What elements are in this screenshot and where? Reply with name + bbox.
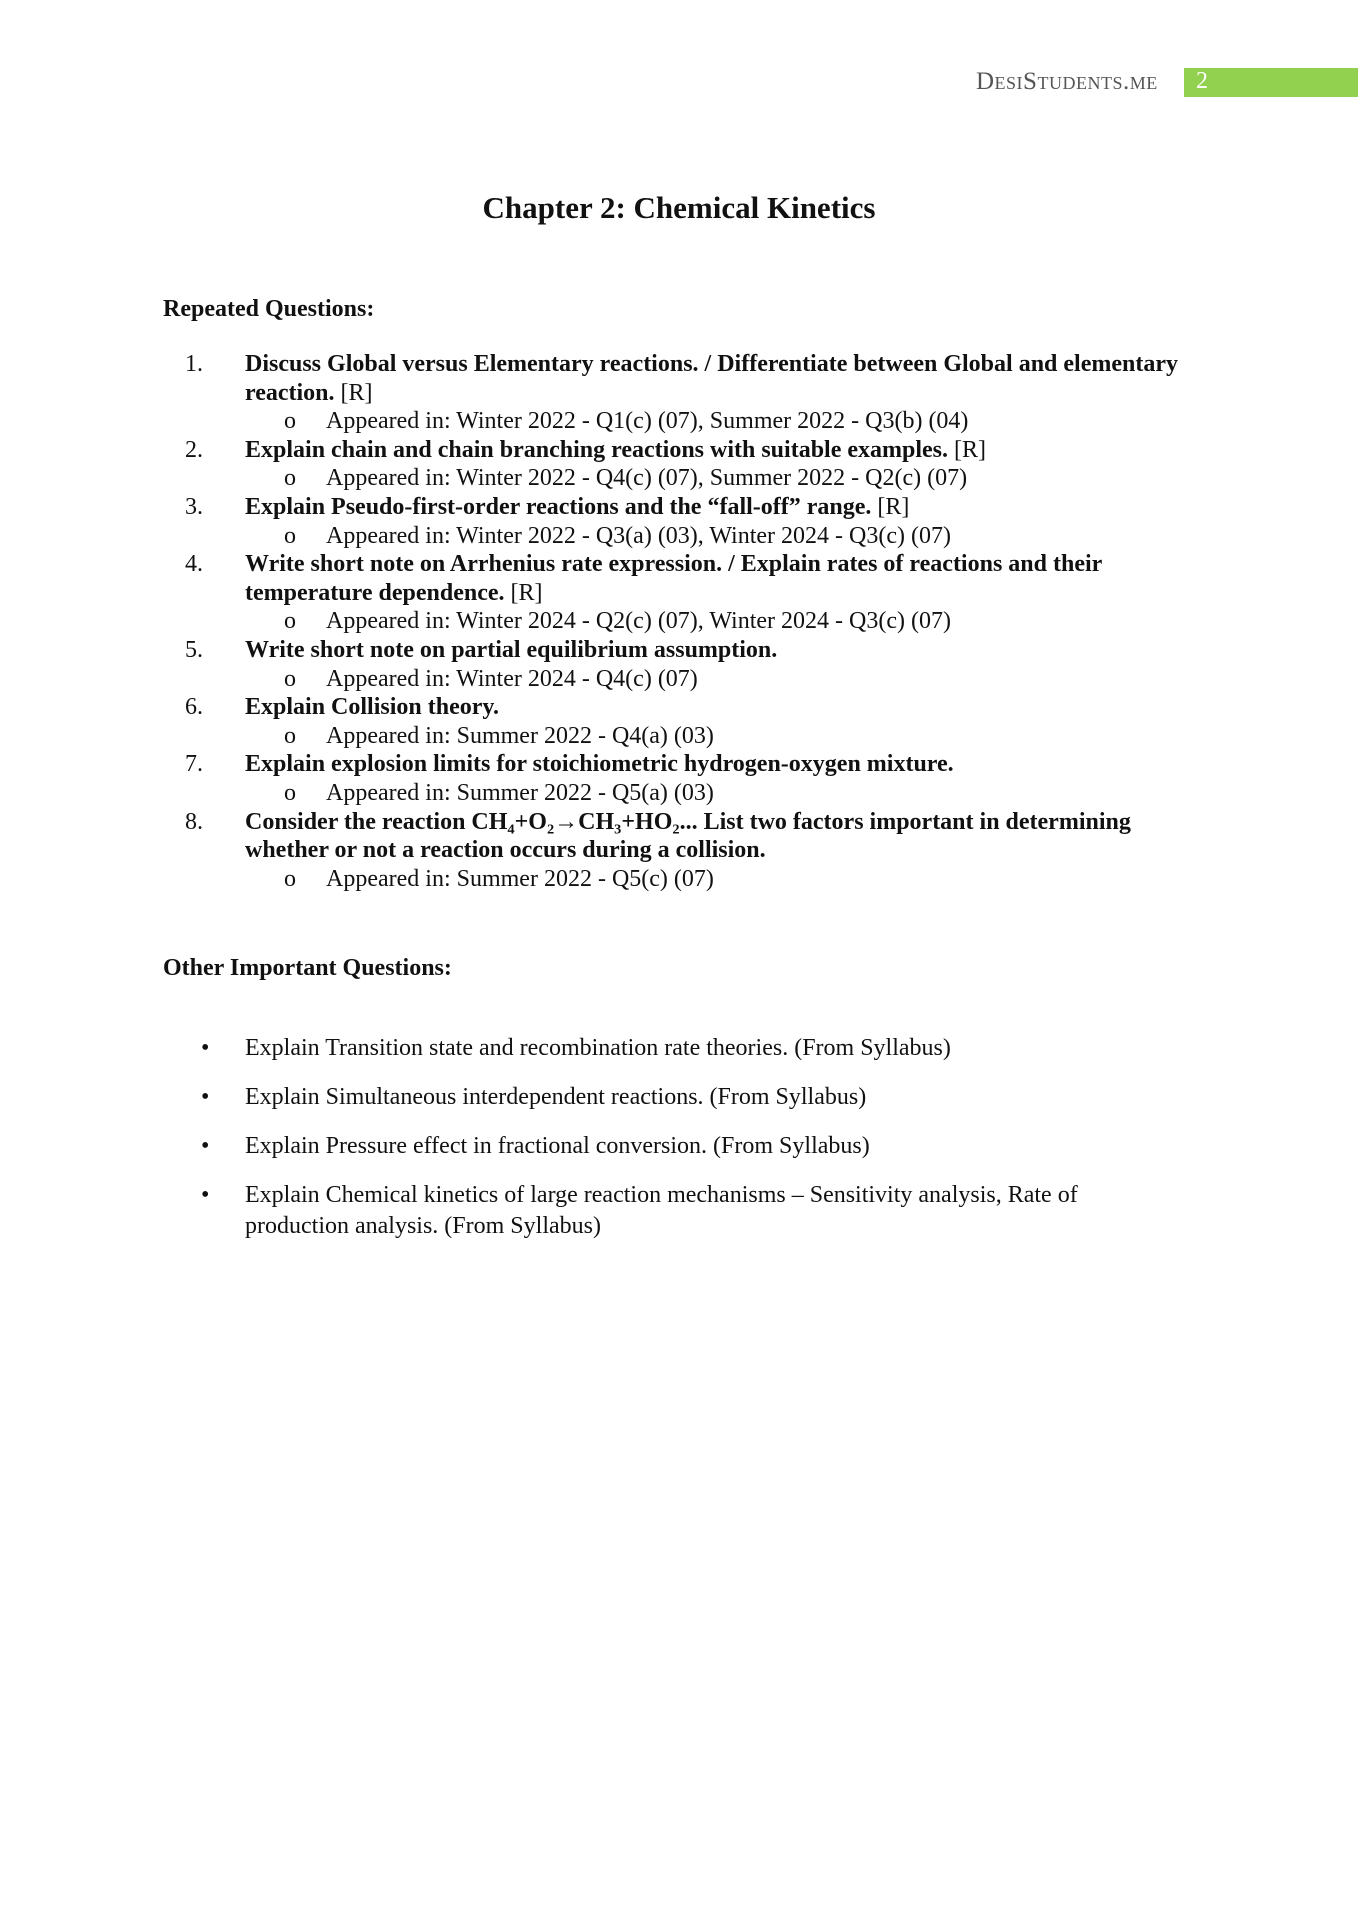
other-question-text: Explain Pressure effect in fractional conversion. (From Syllabus) (245, 1133, 870, 1159)
appeared-text: Appeared in: Summer 2022 - Q4(a) (03) (326, 722, 714, 749)
appeared-text: Appeared in: Summer 2022 - Q5(a) (03) (326, 779, 714, 806)
question-text: Explain chain and chain branching reactions with suitable examples. (245, 436, 949, 463)
question-item (163, 750, 1203, 779)
appeared-line: o Appeared in: Summer 2022 - Q5(c) (07) (163, 865, 1203, 894)
appeared-text: Appeared in: Winter 2022 - Q1(c) (07), Summer 2022 - Q3(b) (04) (326, 408, 969, 435)
question-item (163, 350, 1203, 407)
repeat-tag: [R] (340, 379, 373, 406)
list-item: • Explain Pressure effect in fractional conversion. (From Syllabus) (163, 1131, 1163, 1162)
appeared-line: o Appeared in: Winter 2024 - Q4(c) (07) (163, 665, 1203, 694)
appeared-text: Appeared in: Winter 2022 - Q3(a) (03), Winter 2024 - Q3(c) (07) (326, 522, 951, 549)
appeared-text: Appeared in: Winter 2022 - Q4(c) (07), Summer 2022 - Q2(c) (07) (326, 465, 968, 492)
question-number: 5. (185, 636, 203, 663)
question-text: Explain Pseudo-first-order reactions and the “fall-off” range. (245, 493, 872, 520)
question-text: Explain Collision theory. (245, 694, 500, 721)
question-text: Consider the reaction CH₄+O₂→CH₃+HO₂... List two factors important in determining whether or not a reaction occurs during a collision. (245, 808, 1131, 864)
question-text: Write short note on Arrhenius rate expression. / Explain rates of reactions and their temperature dependence. (245, 551, 1102, 606)
list-item: • Explain Simultaneous interdependent reactions. (From Syllabus) (163, 1082, 1163, 1113)
site-brand: DesiStudents.me (976, 68, 1158, 95)
page-number: 2 (1196, 68, 1208, 94)
question-number: 8. (185, 808, 203, 835)
question-text: Discuss Global versus Elementary reactions. / Differentiate between Global and elementary reaction. (245, 351, 1178, 406)
appeared-line: o Appeared in: Winter 2024 - Q2(c) (07), Winter 2024 - Q3(c) (07) (163, 607, 1203, 636)
list-item: • Explain Transition state and recombination rate theories. (From Syllabus) (163, 1033, 1163, 1064)
chapter-title: Chapter 2: Chemical Kinetics (482, 190, 876, 225)
question-item (163, 808, 1203, 865)
question-item (163, 636, 1203, 665)
repeated-questions-list (163, 350, 1203, 893)
list-item: • Explain Chemical kinetics of large reaction mechanisms – Sensitivity analysis, Rate of production analysis. (From Syllabus) (163, 1180, 1163, 1242)
repeat-tag: [R] (954, 436, 987, 463)
question-number: 2. (185, 436, 203, 463)
appeared-text: Appeared in: Winter 2024 - Q2(c) (07), Winter 2024 - Q3(c) (07) (326, 608, 951, 635)
other-questions-list (163, 1033, 1163, 1260)
appeared-line: o Appeared in: Winter 2022 - Q4(c) (07), Summer 2022 - Q2(c) (07) (163, 464, 1203, 493)
question-number: 3. (185, 493, 203, 520)
other-question-text: Explain Simultaneous interdependent reactions. (From Syllabus) (245, 1084, 867, 1110)
repeated-questions-heading: Repeated Questions: (163, 296, 375, 322)
repeat-tag: [R] (510, 579, 543, 606)
question-number: 1. (185, 351, 203, 377)
page-number-box (1184, 68, 1358, 97)
question-item (163, 493, 1203, 522)
other-questions-heading: Other Important Questions: (163, 955, 452, 981)
other-question-text: Explain Chemical kinetics of large reaction mechanisms – Sensitivity analysis, Rate of production analysis. (From Syllabus) (245, 1182, 1078, 1239)
question-text: Write short note on partial equilibrium assumption. (245, 636, 778, 663)
question-number: 7. (185, 751, 203, 778)
question-item (163, 436, 1203, 465)
question-number: 6. (185, 694, 203, 721)
question-number: 4. (185, 551, 203, 578)
appeared-line: o Appeared in: Summer 2022 - Q5(a) (03) (163, 779, 1203, 808)
appeared-line: o Appeared in: Winter 2022 - Q1(c) (07), Summer 2022 - Q3(b) (04) (163, 407, 1203, 436)
question-item (163, 550, 1203, 607)
appeared-text: Appeared in: Summer 2022 - Q5(c) (07) (326, 865, 714, 892)
other-question-text: Explain Transition state and recombination rate theories. (From Syllabus) (245, 1035, 951, 1061)
question-item (163, 693, 1203, 722)
appeared-text: Appeared in: Winter 2024 - Q4(c) (07) (326, 665, 698, 692)
appeared-line: o Appeared in: Winter 2022 - Q3(a) (03), Winter 2024 - Q3(c) (07) (163, 522, 1203, 551)
repeat-tag: [R] (877, 493, 910, 520)
appeared-line: o Appeared in: Summer 2022 - Q4(a) (03) (163, 722, 1203, 751)
question-text: Explain explosion limits for stoichiometric hydrogen-oxygen mixture. (245, 751, 954, 778)
